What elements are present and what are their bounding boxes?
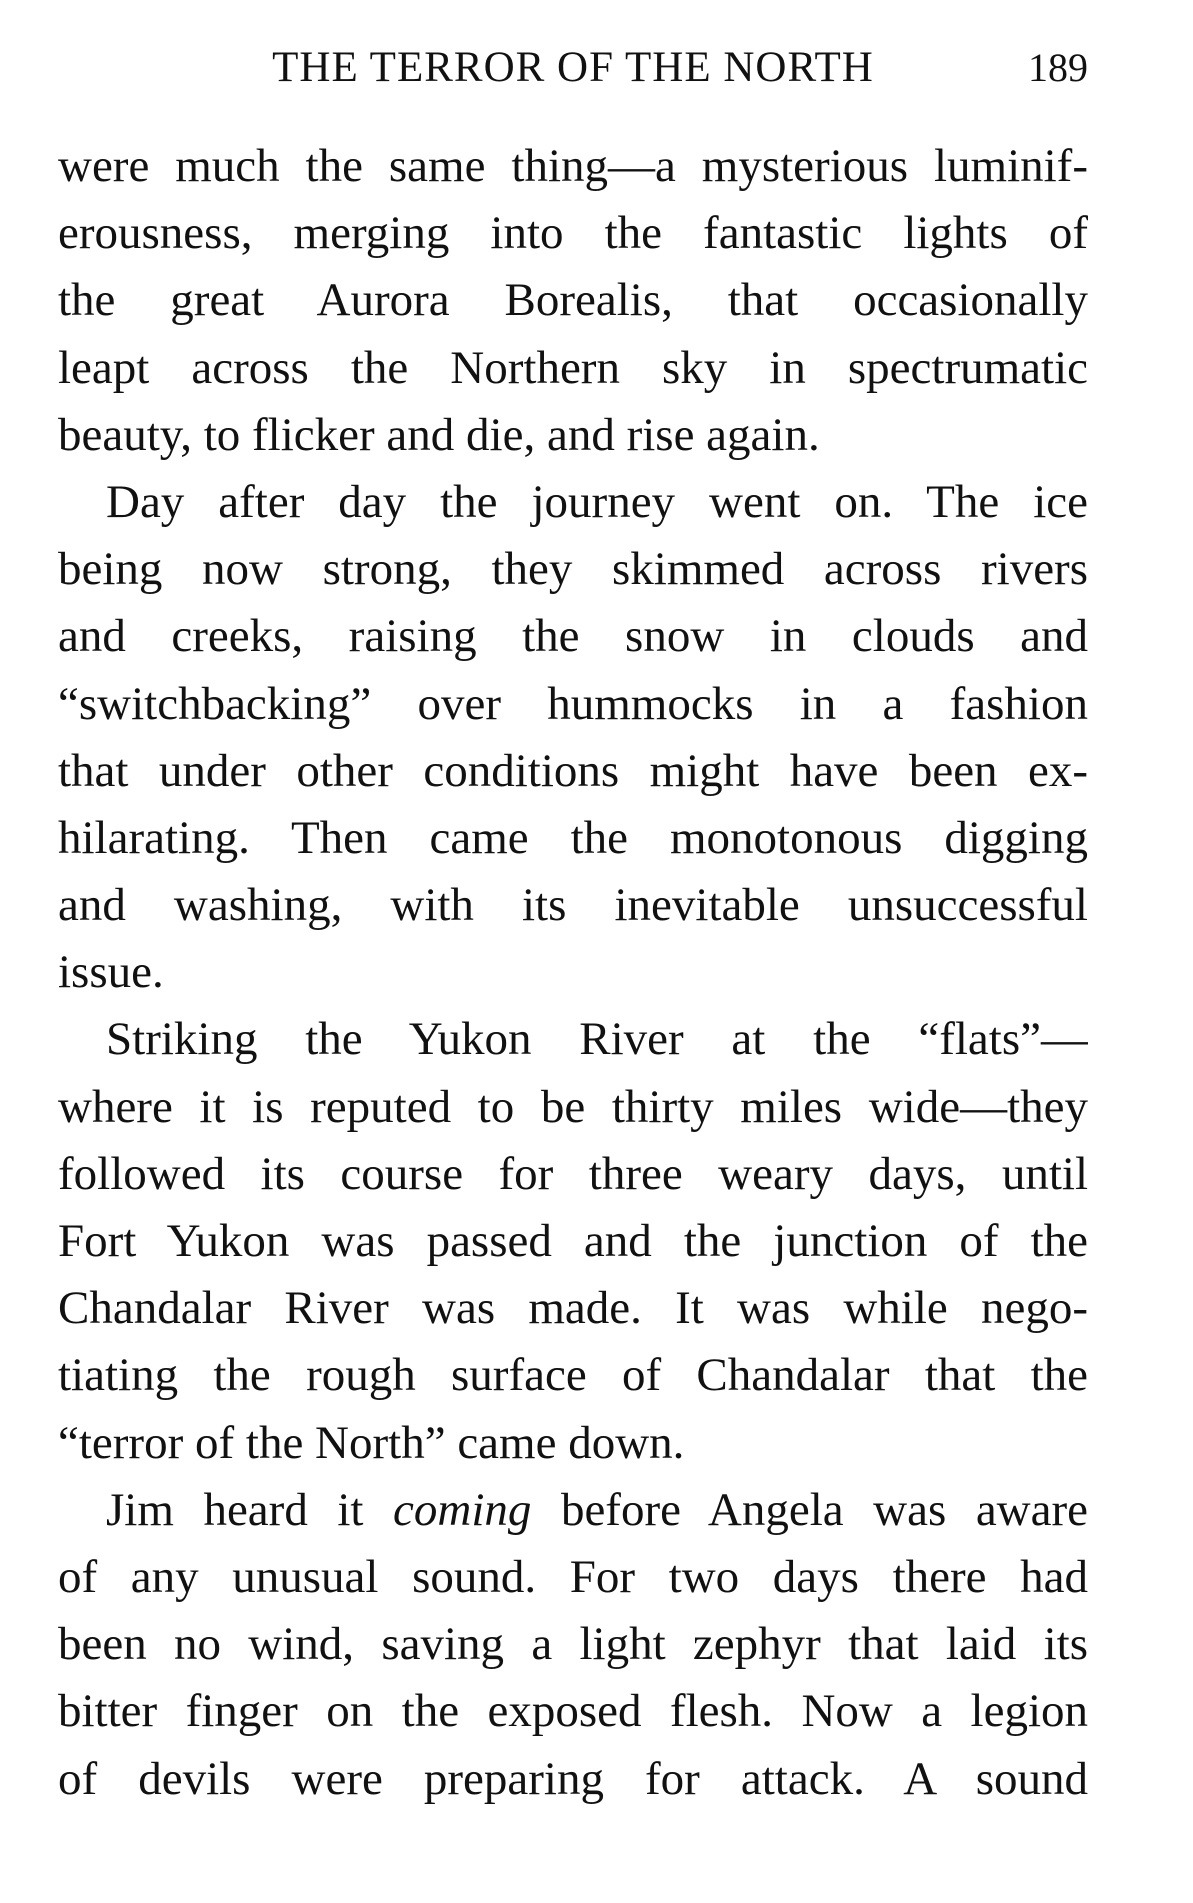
running-title: THE TERROR OF THE NORTH [272, 44, 874, 91]
text-line: been no wind, saving a light zephyr that laid its [58, 1618, 1088, 1671]
text-line: Fort Yukon was passed and the junction of the [58, 1215, 1088, 1267]
text-line: Striking the Yukon River at the “flats”— [106, 1013, 1088, 1066]
text-line: that under other conditions might have been ex- [58, 744, 1088, 797]
text-line: hilarating. Then came the monotonous digging [58, 811, 1088, 864]
text-line: and washing, with its inevitable unsuccessful [58, 879, 1088, 932]
text-line: “switchbacking” over hummocks in a fashion [58, 677, 1088, 730]
text-line: and creeks, raising the snow in clouds and [58, 610, 1088, 663]
running-head [58, 38, 1088, 98]
page-number: 189 [1028, 45, 1088, 90]
text-line: of devils were preparing for attack. A sound [58, 1752, 1088, 1805]
text-line: Chandalar River was made. It was while nego- [58, 1282, 1088, 1335]
text-line: “terror of the North” came down. [58, 1416, 685, 1469]
text-line: the great Aurora Borealis, that occasionally [58, 274, 1088, 327]
text-line: issue. [58, 946, 164, 999]
text-line: were much the same thing—a mysterious luminif- [58, 140, 1088, 192]
text-line: of any unusual sound. For two days there had [58, 1550, 1088, 1603]
text-line: followed its course for three weary days, until [58, 1147, 1088, 1200]
text-line: leapt across the Northern sky in spectrumatic [58, 341, 1088, 394]
emphasized-word: coming [393, 1483, 532, 1536]
text-line: Day after day the journey went on. The ice [106, 475, 1088, 528]
text-line: beauty, to flicker and die, and rise again. [58, 408, 820, 461]
body-text [58, 133, 1088, 1813]
text-line: bitter finger on the exposed flesh. Now a legion [58, 1685, 1088, 1738]
text-line: being now strong, they skimmed across rivers [58, 543, 1088, 596]
text-line: erousness, merging into the fantastic lights of [58, 207, 1088, 260]
text-line: tiating the rough surface of Chandalar that the [58, 1349, 1088, 1402]
text-line: Jim heard it coming before Angela was aware [106, 1483, 1088, 1536]
text-line: where it is reputed to be thirty miles wide—they [58, 1080, 1088, 1133]
